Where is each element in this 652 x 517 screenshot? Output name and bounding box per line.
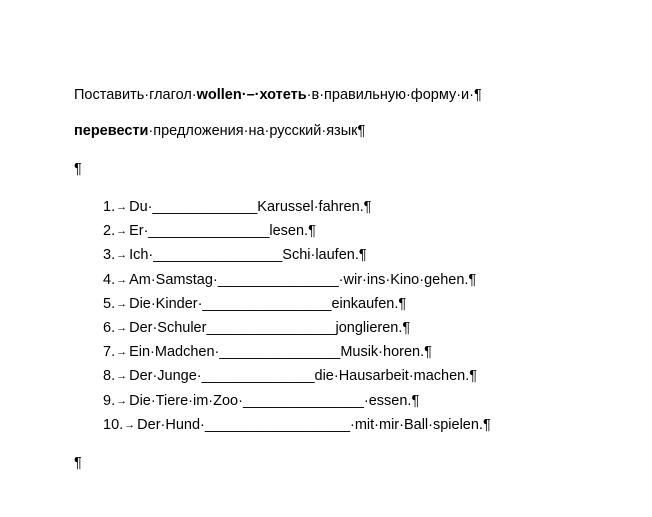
empty-paragraph-mark: ¶	[74, 161, 82, 177]
list-item	[103, 318, 491, 342]
item-text: Am·Samstag·_______________·wir·ins·Kino·gehen.¶	[129, 271, 477, 288]
instruction-bold-translation: хотеть	[259, 87, 307, 103]
tab-arrow-icon: →	[116, 201, 128, 213]
instruction-line-1	[74, 86, 482, 104]
instruction-dash: ·–·	[241, 87, 260, 103]
list-item	[103, 342, 491, 366]
item-number: 1.	[103, 199, 116, 215]
list-item	[103, 415, 491, 439]
instruction-line-2	[74, 122, 365, 140]
tab-arrow-icon: →	[116, 346, 128, 359]
item-number: 10.	[103, 416, 124, 433]
tab-arrow-icon: →	[116, 297, 128, 310]
item-text: Der·Junge·______________die·Hausarbeit·machen.¶	[129, 368, 478, 385]
instruction-text-end: ·в·правильную·форму·и·¶	[306, 87, 482, 103]
item-number: 7.	[103, 344, 116, 361]
list-item	[103, 270, 491, 294]
item-number: 4.	[103, 271, 116, 288]
trailing-paragraph-mark: ¶	[74, 455, 82, 471]
item-number: 8.	[103, 368, 116, 385]
tab-arrow-icon: →	[124, 418, 136, 431]
item-text: Er·_______________lesen.¶	[129, 223, 316, 240]
item-text: Die·Kinder·________________einkaufen.¶	[129, 295, 407, 312]
item-text: Ein·Madchen·_______________Musik·horen.¶	[129, 344, 432, 361]
list-item	[103, 391, 491, 415]
item-text: Die·Tiere·im·Zoo·_______________·essen.¶	[129, 392, 420, 409]
list-item	[103, 294, 491, 318]
item-text: Du·_____________Karussel·fahren.¶	[129, 199, 372, 215]
tab-arrow-icon: →	[116, 273, 128, 286]
tab-arrow-icon: →	[116, 249, 128, 262]
item-number: 3.	[103, 247, 116, 264]
instruction-bold-translate: перевести	[74, 123, 149, 139]
item-text: Der·Hund·__________________·mit·mir·Ball·spielen.¶	[137, 416, 491, 433]
list-item	[103, 197, 491, 221]
instruction-bold-verb: wollen	[196, 87, 242, 103]
item-number: 9.	[103, 392, 116, 409]
item-text: Der·Schuler________________jonglieren.¶	[129, 319, 411, 336]
list-item	[103, 366, 491, 390]
tab-arrow-icon: →	[116, 225, 128, 238]
tab-arrow-icon: →	[116, 370, 128, 383]
tab-arrow-icon: →	[116, 321, 128, 334]
list-item	[103, 245, 491, 269]
instruction-text: Поставить·глагол·	[74, 87, 197, 103]
list-item	[103, 221, 491, 245]
item-text: Ich·________________Schi·laufen.¶	[129, 247, 367, 264]
exercise-list	[103, 197, 491, 439]
instruction-text-rest: ·предложения·на·русский·язык¶	[148, 123, 366, 139]
item-number: 2.	[103, 223, 116, 240]
item-number: 5.	[103, 295, 116, 312]
tab-arrow-icon: →	[116, 394, 128, 407]
item-number: 6.	[103, 319, 116, 336]
